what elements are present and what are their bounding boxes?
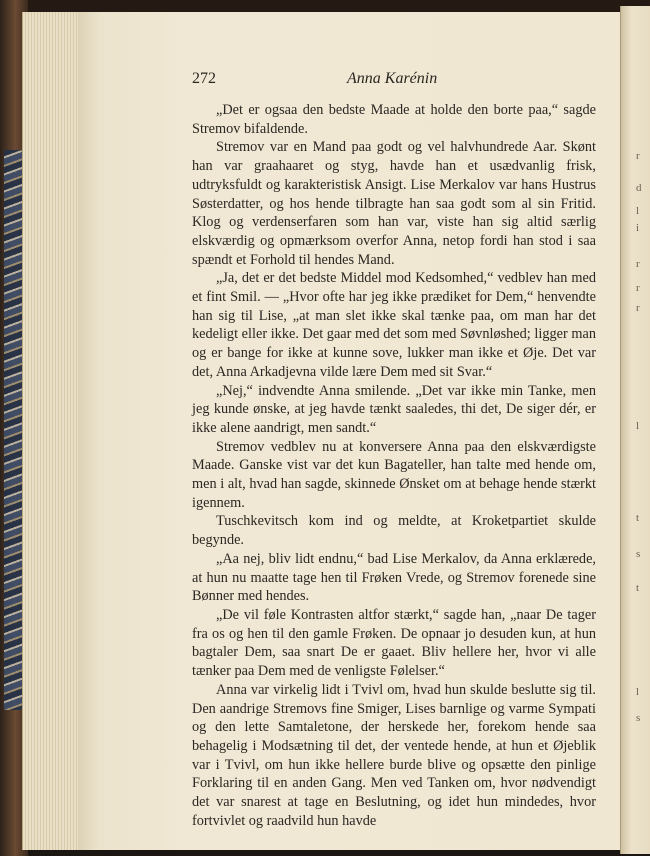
- page-header: [192, 70, 598, 92]
- margin-letter: t: [636, 582, 640, 594]
- margin-letter: r: [636, 258, 640, 270]
- marbled-edge: [4, 150, 22, 710]
- background-top: [0, 0, 650, 12]
- body-text: [192, 101, 596, 830]
- paragraph: Tuschkevitsch kom ind og meldte, at Kroketpartiet skulde begynde.: [192, 513, 596, 549]
- margin-letter: l: [636, 686, 640, 698]
- margin-letter: l: [636, 420, 640, 432]
- margin-letter: r: [636, 282, 640, 294]
- margin-letter: s: [636, 548, 641, 560]
- margin-letter: r: [636, 150, 640, 162]
- paragraph: Anna var virkelig lidt i Tvivl om, hvad hun skulde beslutte sig til. Den aandrige Stremovs fine Smiger, Lises barnlige og varme Sympati og den lette Samtaletone, der herskede her, forekom hende saa behagelig i Modsætning til det, der ventede hende, at hun et Øjeblik var i Tvivl, om hun ikke hellere burde blive og opsætte den pinlige Forklaring til en anden Gang. Men ved Tanken om, hvor nødvendigt det var snarest at tage en Beslutning, og idet hun mindedes, hvor fortvivlet og raadvild hun havde: [192, 681, 596, 829]
- margin-letter: l: [636, 205, 640, 217]
- margin-letter: d: [636, 182, 642, 194]
- running-title: Anna Karénin: [347, 70, 438, 87]
- paragraph: Stremov var en Mand paa godt og vel halvhundrede Aar. Skønt han var graahaaret og styg, havde han et usædvanlig frisk, udtryksfuldt og karakteristisk Ansigt. Lise Merkalov var hans Hustrus Søsterdatter, og hos hende tilbragte han saa godt som al sin Fritid. Klog og verdenserfaren som han var, viste han sig altid særlig elskværdig og opmærksom overfor Anna, netop fordi han stod i saa spændt et Forhold til hendes Mand.: [192, 139, 596, 268]
- paragraph: „Ja, det er det bedste Middel mod Kedsomhed,“ vedblev han med et fint Smil. — „Hvor ofte har jeg ikke prædiket for Dem,“ henvendte han sig til Lise, „at man slet ikke skal tænke paa, om man har det kedeligt eller ikke. Det gaar med det som med Søvnløshed; ligger man og er bange for ikke at kunne sove, lukker man ikke et Øje. Det var det, Anna Arkadjevna vilde lære Dem med sit Svar.“: [192, 270, 596, 380]
- paragraph: „Nej,“ indvendte Anna smilende. „Det var ikke min Tanke, men jeg kunde ønske, at jeg havde tænkt saaledes, thi det, De siger dér, er ikke alene aandrigt, men sandt.“: [192, 382, 596, 436]
- margin-letter: r: [636, 302, 640, 314]
- paragraph: Stremov vedblev nu at konversere Anna paa den elskværdigste Maade. Ganske vist var det kun Bagateller, han talte med hende om, men i alt, hvad han sagde, skinnede Ønsket om at behage hende stærkt igennem.: [192, 438, 596, 511]
- page-stack-edges: [22, 12, 81, 850]
- margin-letter: s: [636, 712, 641, 724]
- paragraph: „Aa nej, bliv lidt endnu,“ bad Lise Merkalov, da Anna erklærede, at hun nu maatte tage hen til Frøken Vrede, og Stremov forenede sine Bønner med hendes.: [192, 550, 596, 605]
- paragraph: „De vil føle Kontrasten altfor stærkt,“ sagde han, „naar De tager fra os og hen til den gamle Frøken. De opnaar jo desuden kun, at hun bagtaler Dem, saa snart De er gaaet. Bliv hellere her, hvor vi alle tænker paa Dem med de venligste Følelser.“: [192, 606, 596, 680]
- margin-letter: i: [636, 222, 640, 234]
- page-number: 272: [192, 70, 216, 87]
- margin-letter: t: [636, 512, 640, 524]
- paragraph: „Det er ogsaa den bedste Maade at holde den borte paa,“ sagde Stremov bifaldende.: [192, 102, 596, 137]
- facing-page-letters: [636, 0, 650, 856]
